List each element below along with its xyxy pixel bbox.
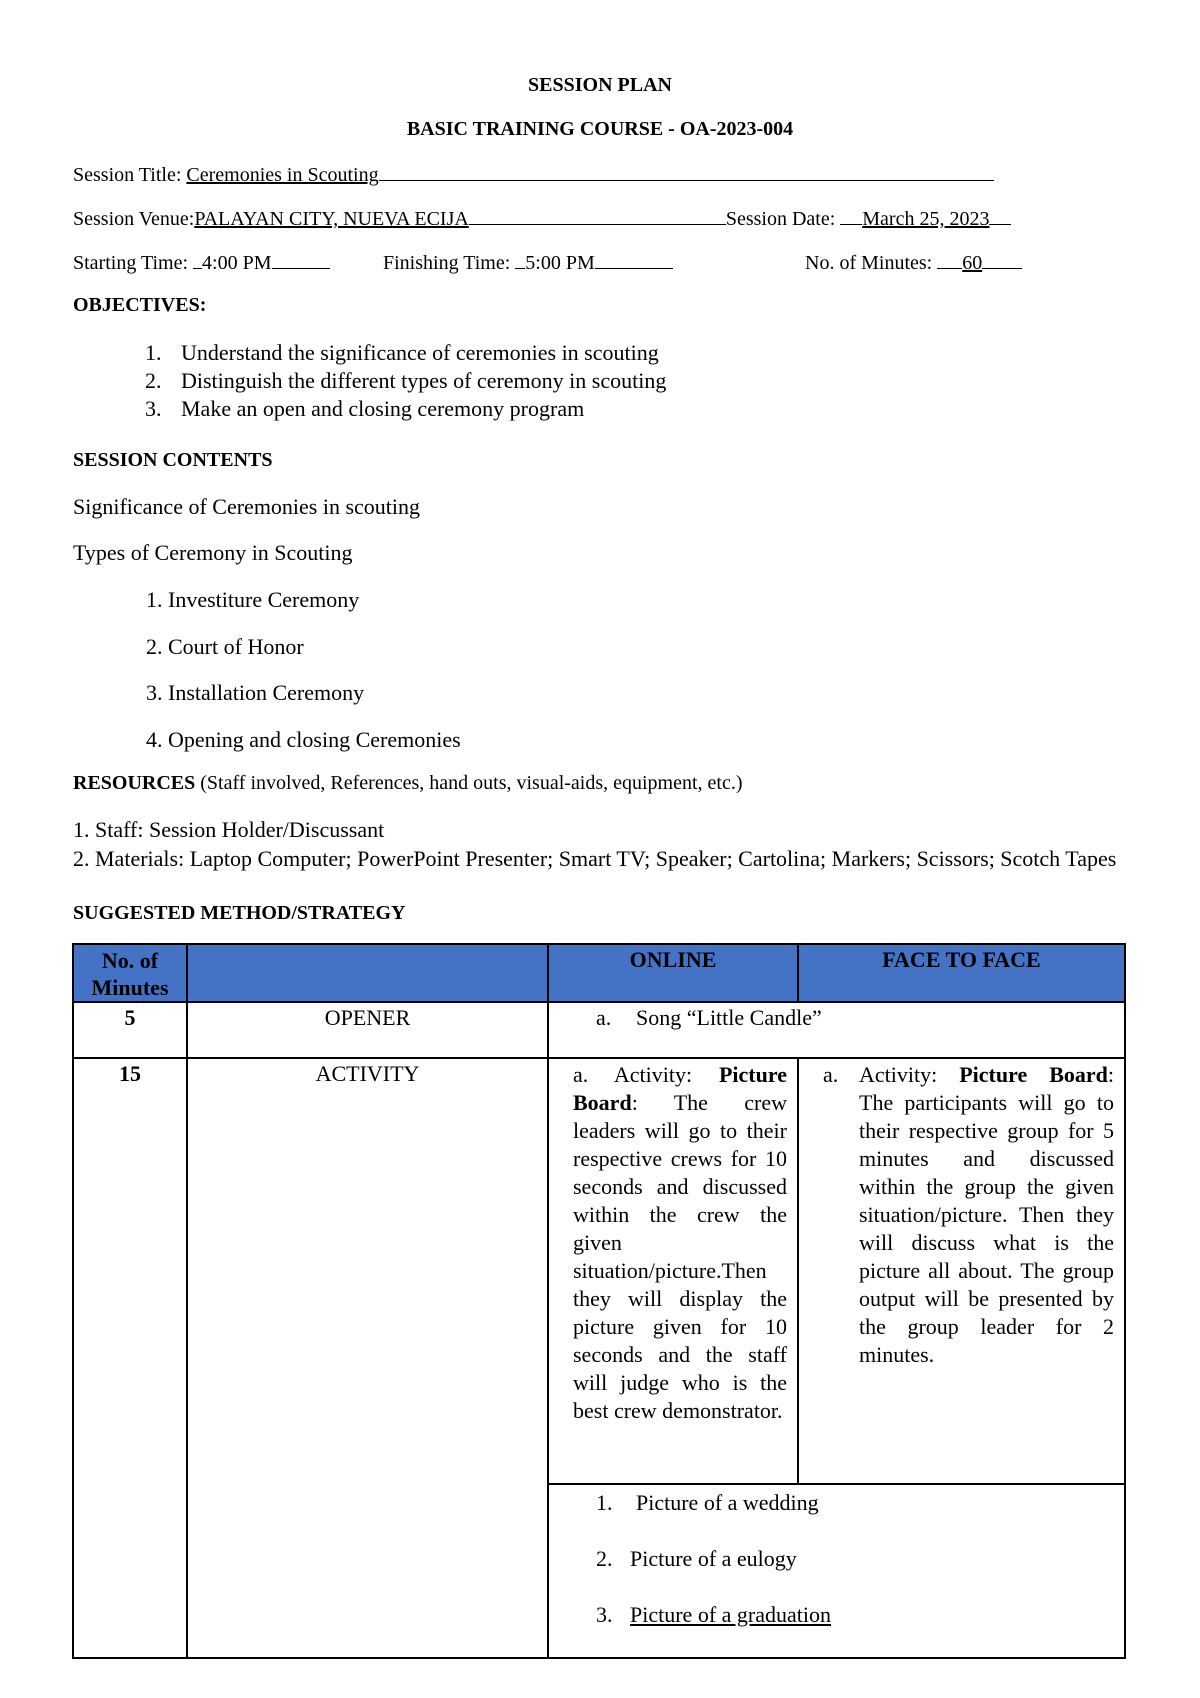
session-title-label: Session Title: — [73, 164, 187, 186]
blank-line — [595, 250, 673, 269]
header-minutes: No. of Minutes — [73, 944, 187, 1002]
resources-materials: 2. Materials: Laptop Computer; PowerPoint Presenter; Smart TV; Speaker; Cartolina; Markers; Scissors; Scotch Tapes — [73, 846, 1117, 871]
header-blank — [187, 944, 548, 1002]
contents-line: Significance of Ceremonies in scouting — [73, 494, 421, 519]
method-heading: SUGGESTED METHOD/STRATEGY — [73, 902, 406, 924]
objectives-list — [145, 339, 666, 423]
blank-line — [840, 206, 862, 225]
objective-item: 1. Understand the significance of ceremonies in scouting — [145, 340, 659, 365]
row-activity: ACTIVITY — [187, 1058, 548, 1658]
pictures-list — [596, 1489, 1124, 1657]
row-minutes: 15 — [73, 1058, 187, 1658]
resources-heading: RESOURCES — [73, 772, 196, 794]
finishing-time-value: 5:00 PM — [525, 252, 595, 274]
online-cell: a. Activity: Picture Board: The crew leaders will go to their respective crews for 10 seconds and discussed within the crew the given situation/picture.Then they will display the picture given for 10 seconds and the staff will judge who is the best crew demonstrator. — [548, 1058, 798, 1484]
no-of-minutes-label: No. of Minutes: — [805, 252, 938, 274]
starting-time-value: 4:00 PM — [202, 252, 272, 274]
list-item: 2. Picture of a eulogy — [596, 1546, 797, 1571]
blank-line — [193, 250, 202, 269]
objectives-heading: OBJECTIVES: — [73, 294, 207, 316]
session-date-label: Session Date: — [725, 208, 841, 230]
blank-line — [379, 162, 994, 181]
ceremony-type-item: 1. Investiture Ceremony — [146, 587, 360, 612]
blank-line — [989, 206, 1011, 225]
header-face-to-face: FACE TO FACE — [798, 944, 1125, 1002]
no-of-minutes-value: 60 — [962, 252, 983, 274]
doc-title: SESSION PLAN — [528, 74, 672, 96]
session-venue-label: Session Venue: — [73, 208, 195, 230]
resources-row — [73, 772, 743, 795]
header-online: ONLINE — [548, 944, 798, 1002]
resources-note: (Staff involved, References, hand outs, visual-aids, equipment, etc.) — [195, 772, 743, 794]
table-header-row — [73, 944, 1125, 1002]
ceremony-type-item: 4. Opening and closing Ceremonies — [146, 727, 461, 752]
blank-line — [272, 250, 330, 269]
pictures-cell — [548, 1484, 1125, 1658]
row-minutes: 5 — [73, 1002, 187, 1058]
starting-time-row — [73, 250, 330, 275]
starting-time-label: Starting Time: — [73, 252, 194, 274]
session-date-value: March 25, 2023 — [862, 208, 990, 230]
objective-item: 2. Distinguish the different types of ceremony in scouting — [145, 368, 667, 393]
blank-line — [982, 250, 1022, 269]
table-row — [73, 1002, 1125, 1058]
course-title: BASIC TRAINING COURSE - OA-2023-004 — [406, 118, 794, 140]
ceremony-type-item: 3. Installation Ceremony — [146, 680, 365, 705]
face-to-face-cell: a. Activity: Picture Board: The participants will go to their respective group for 5 minutes and discussed within the group the given situation/picture. Then they will discuss what is the picture all about. The group output will be presented by the group leader for 2 minutes. — [798, 1058, 1125, 1484]
session-venue-row — [73, 206, 1011, 231]
blank-line — [937, 250, 962, 269]
resources-staff: 1. Staff: Session Holder/Discussant — [73, 817, 385, 842]
list-item: 3. Picture of a graduation — [596, 1602, 831, 1627]
list-item: 1. Picture of a wedding — [596, 1490, 819, 1515]
finishing-time-label: Finishing Time: — [383, 252, 516, 274]
method-table — [72, 943, 1126, 1659]
row-activity: OPENER — [187, 1002, 548, 1058]
ceremony-type-item: 2. Court of Honor — [146, 634, 304, 659]
blank-line — [469, 206, 726, 225]
session-contents-heading: SESSION CONTENTS — [73, 449, 273, 471]
blank-line — [515, 250, 525, 269]
contents-line: Types of Ceremony in Scouting — [73, 540, 353, 565]
objective-item: 3. Make an open and closing ceremony program — [145, 396, 585, 421]
no-of-minutes-row — [805, 250, 1022, 275]
row-detail: a. Song “Little Candle” — [548, 1002, 1125, 1058]
session-title-row — [73, 162, 994, 187]
table-row — [73, 1058, 1125, 1484]
finishing-time-row — [383, 250, 673, 275]
session-venue-value: PALAYAN CITY, NUEVA ECIJA — [194, 208, 469, 230]
session-title-value: Ceremonies in Scouting — [186, 164, 379, 186]
